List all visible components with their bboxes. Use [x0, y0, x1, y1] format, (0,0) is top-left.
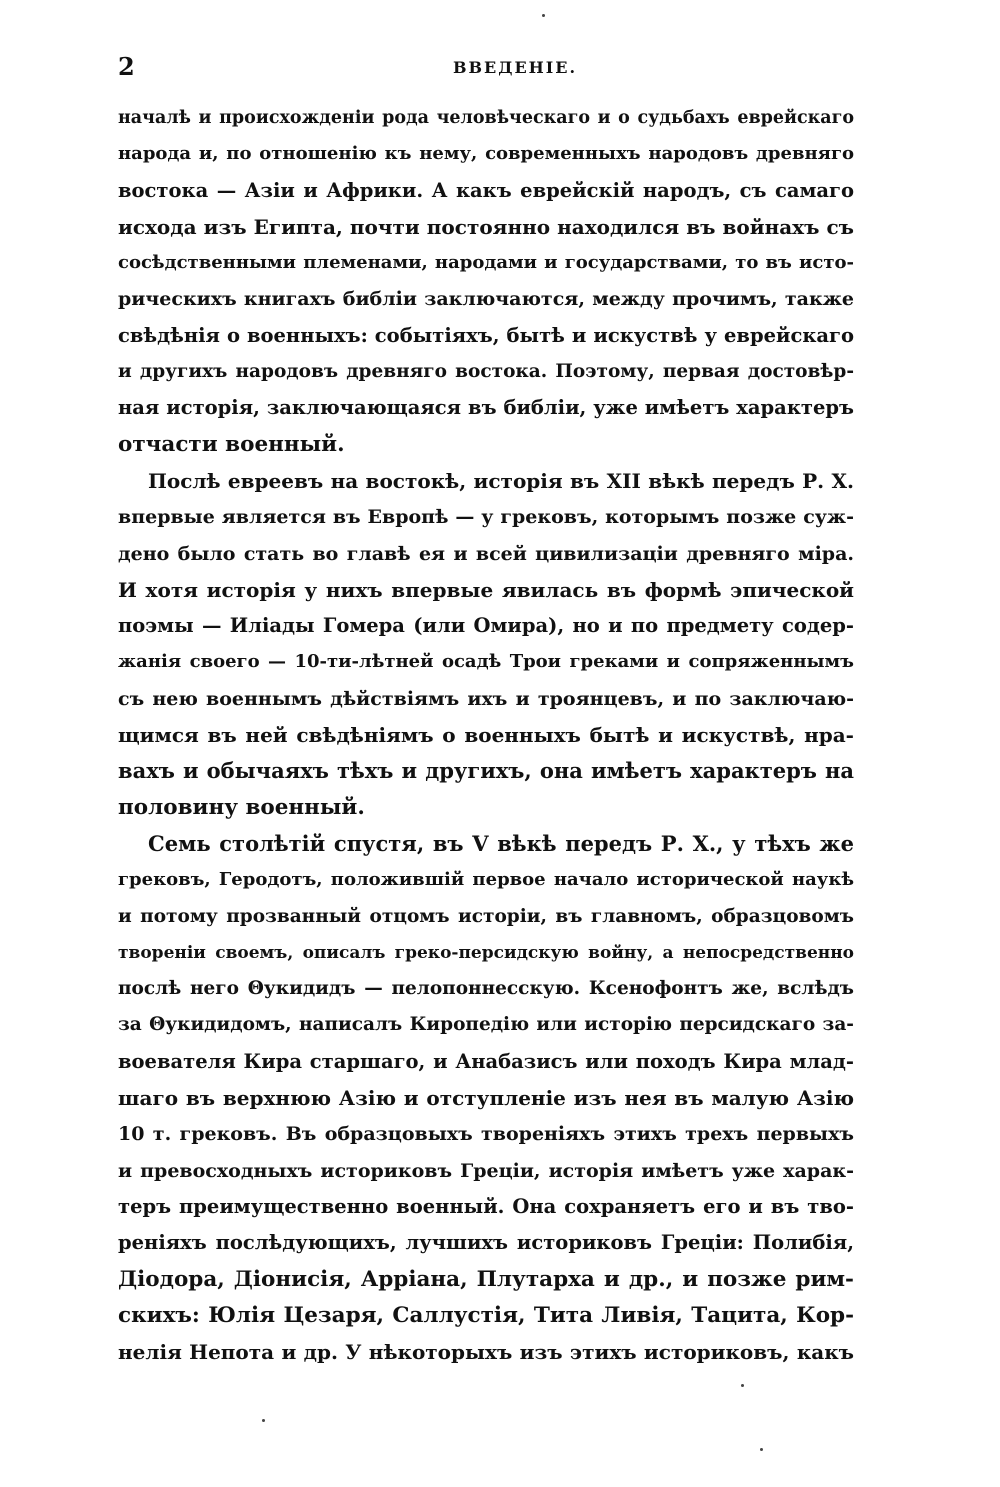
text-line: рическихъ книгахъ библіи заключаются, между прочимъ, также: [118, 288, 854, 311]
body-text: [118, 100, 854, 1370]
text-line: твореніи своемъ, описалъ греко-персидскую войну, а непосредственно: [118, 942, 854, 963]
text-line: съ нею военнымъ дѣйствіямъ ихъ и троянцевъ, и по заключаю-: [118, 687, 854, 710]
text-line: началѣ и происхожденіи рода человѣческаго и о судьбахъ еврейскаго: [118, 108, 854, 128]
text-line: 10 т. грековъ. Въ образцовыхъ твореніяхъ этихъ трехъ первыхъ: [118, 1123, 854, 1146]
text-line: И хотя исторія у нихъ впервые явилась въ формѣ эпической: [118, 577, 854, 602]
paragraph-first-line: Семь столѣтій спустя, въ V вѣкѣ передъ Р. Х., у тѣхъ же: [148, 830, 854, 856]
page-number: 2: [118, 52, 135, 81]
text-line: воевателя Кира старшаго, и Анабазисъ или походъ Кира млад-: [118, 1049, 854, 1073]
paragraph-first-line: Послѣ евреевъ на востокѣ, исторія въ XII вѣкѣ передъ Р. Х.: [148, 468, 854, 493]
text-line: свѣдѣнія о военныхъ: событіяхъ, бытѣ и искуствѣ у еврейскаго: [118, 323, 854, 347]
text-line: реніяхъ послѣдующихъ, лучшихъ историковъ Греціи: Полибія,: [118, 1231, 854, 1255]
scan-speck: [760, 1448, 763, 1451]
text-line: исхода изъ Египта, почти постоянно находился въ войнахъ съ: [118, 214, 854, 239]
text-line: шаго въ верхнюю Азію и отступленіе изъ нея въ малую Азію: [118, 1086, 854, 1111]
text-line: Діодора, Діонисія, Арріана, Плутарха и др., и позже рим-: [118, 1266, 854, 1292]
scan-speck: [542, 14, 545, 17]
text-line: за Θукидидомъ, написалъ Киропедію или исторію персидскаго за-: [118, 1014, 854, 1036]
text-line: впервые является въ Европѣ — у грековъ, которымъ позже суж-: [118, 506, 854, 529]
text-line: жанія своего — 10-ти-лѣтней осадѣ Трои греками и сопряженнымъ: [118, 651, 854, 673]
text-line: и другихъ народовъ древняго востока. Поэтому, первая достовѣр-: [118, 361, 854, 383]
running-head: ВВЕДЕНІЕ.: [452, 58, 578, 77]
scan-speck: [262, 1419, 265, 1422]
text-line: нелія Непота и др. У нѣкоторыхъ изъ этихъ историковъ, какъ: [118, 1340, 854, 1365]
text-line: и потому прозванный отцомъ исторіи, въ главномъ, образцовомъ: [118, 905, 854, 927]
text-line: народа и, по отношенію къ нему, современныхъ народовъ древняго: [118, 143, 854, 165]
text-line: грековъ, Геродотъ, положившій первое начало исторической наукѣ: [118, 869, 854, 891]
text-line: вахъ и обычаяхъ тѣхъ и другихъ, она имѣетъ характеръ на: [118, 758, 854, 784]
text-line: половину военный.: [118, 794, 365, 820]
text-line: теръ преимущественно военный. Она сохраняетъ его и въ тво-: [118, 1194, 854, 1218]
text-line: скихъ: Юлія Цезаря, Саллустія, Тита Ливія, Тацита, Кор-: [118, 1302, 854, 1328]
text-line: поэмы — Иліады Гомера (или Омира), но и по предмету содер-: [118, 614, 854, 638]
text-line: дено было стать во главѣ ея и всей цивилизаціи древняго міра.: [118, 542, 854, 565]
text-line: ная исторія, заключающаяся въ библіи, уже имѣетъ характеръ: [118, 396, 854, 420]
text-line: сосѣдственными племенами, народами и государствами, то въ исто-: [118, 252, 854, 274]
text-line: отчасти военный.: [118, 431, 345, 457]
text-line: щимся въ ней свѣдѣніямъ о военныхъ бытѣ и искуствѣ, нра-: [118, 723, 854, 748]
text-line: послѣ него Θукидидъ — пелопоннесскую. Ксенофонтъ же, вслѣдъ: [118, 978, 854, 1000]
text-line: востока — Азіи и Африки. А какъ еврейскій народъ, съ самаго: [118, 178, 854, 202]
scan-speck: [741, 1384, 744, 1387]
text-line: и превосходныхъ историковъ Греціи, исторія имѣетъ уже харак-: [118, 1159, 854, 1182]
